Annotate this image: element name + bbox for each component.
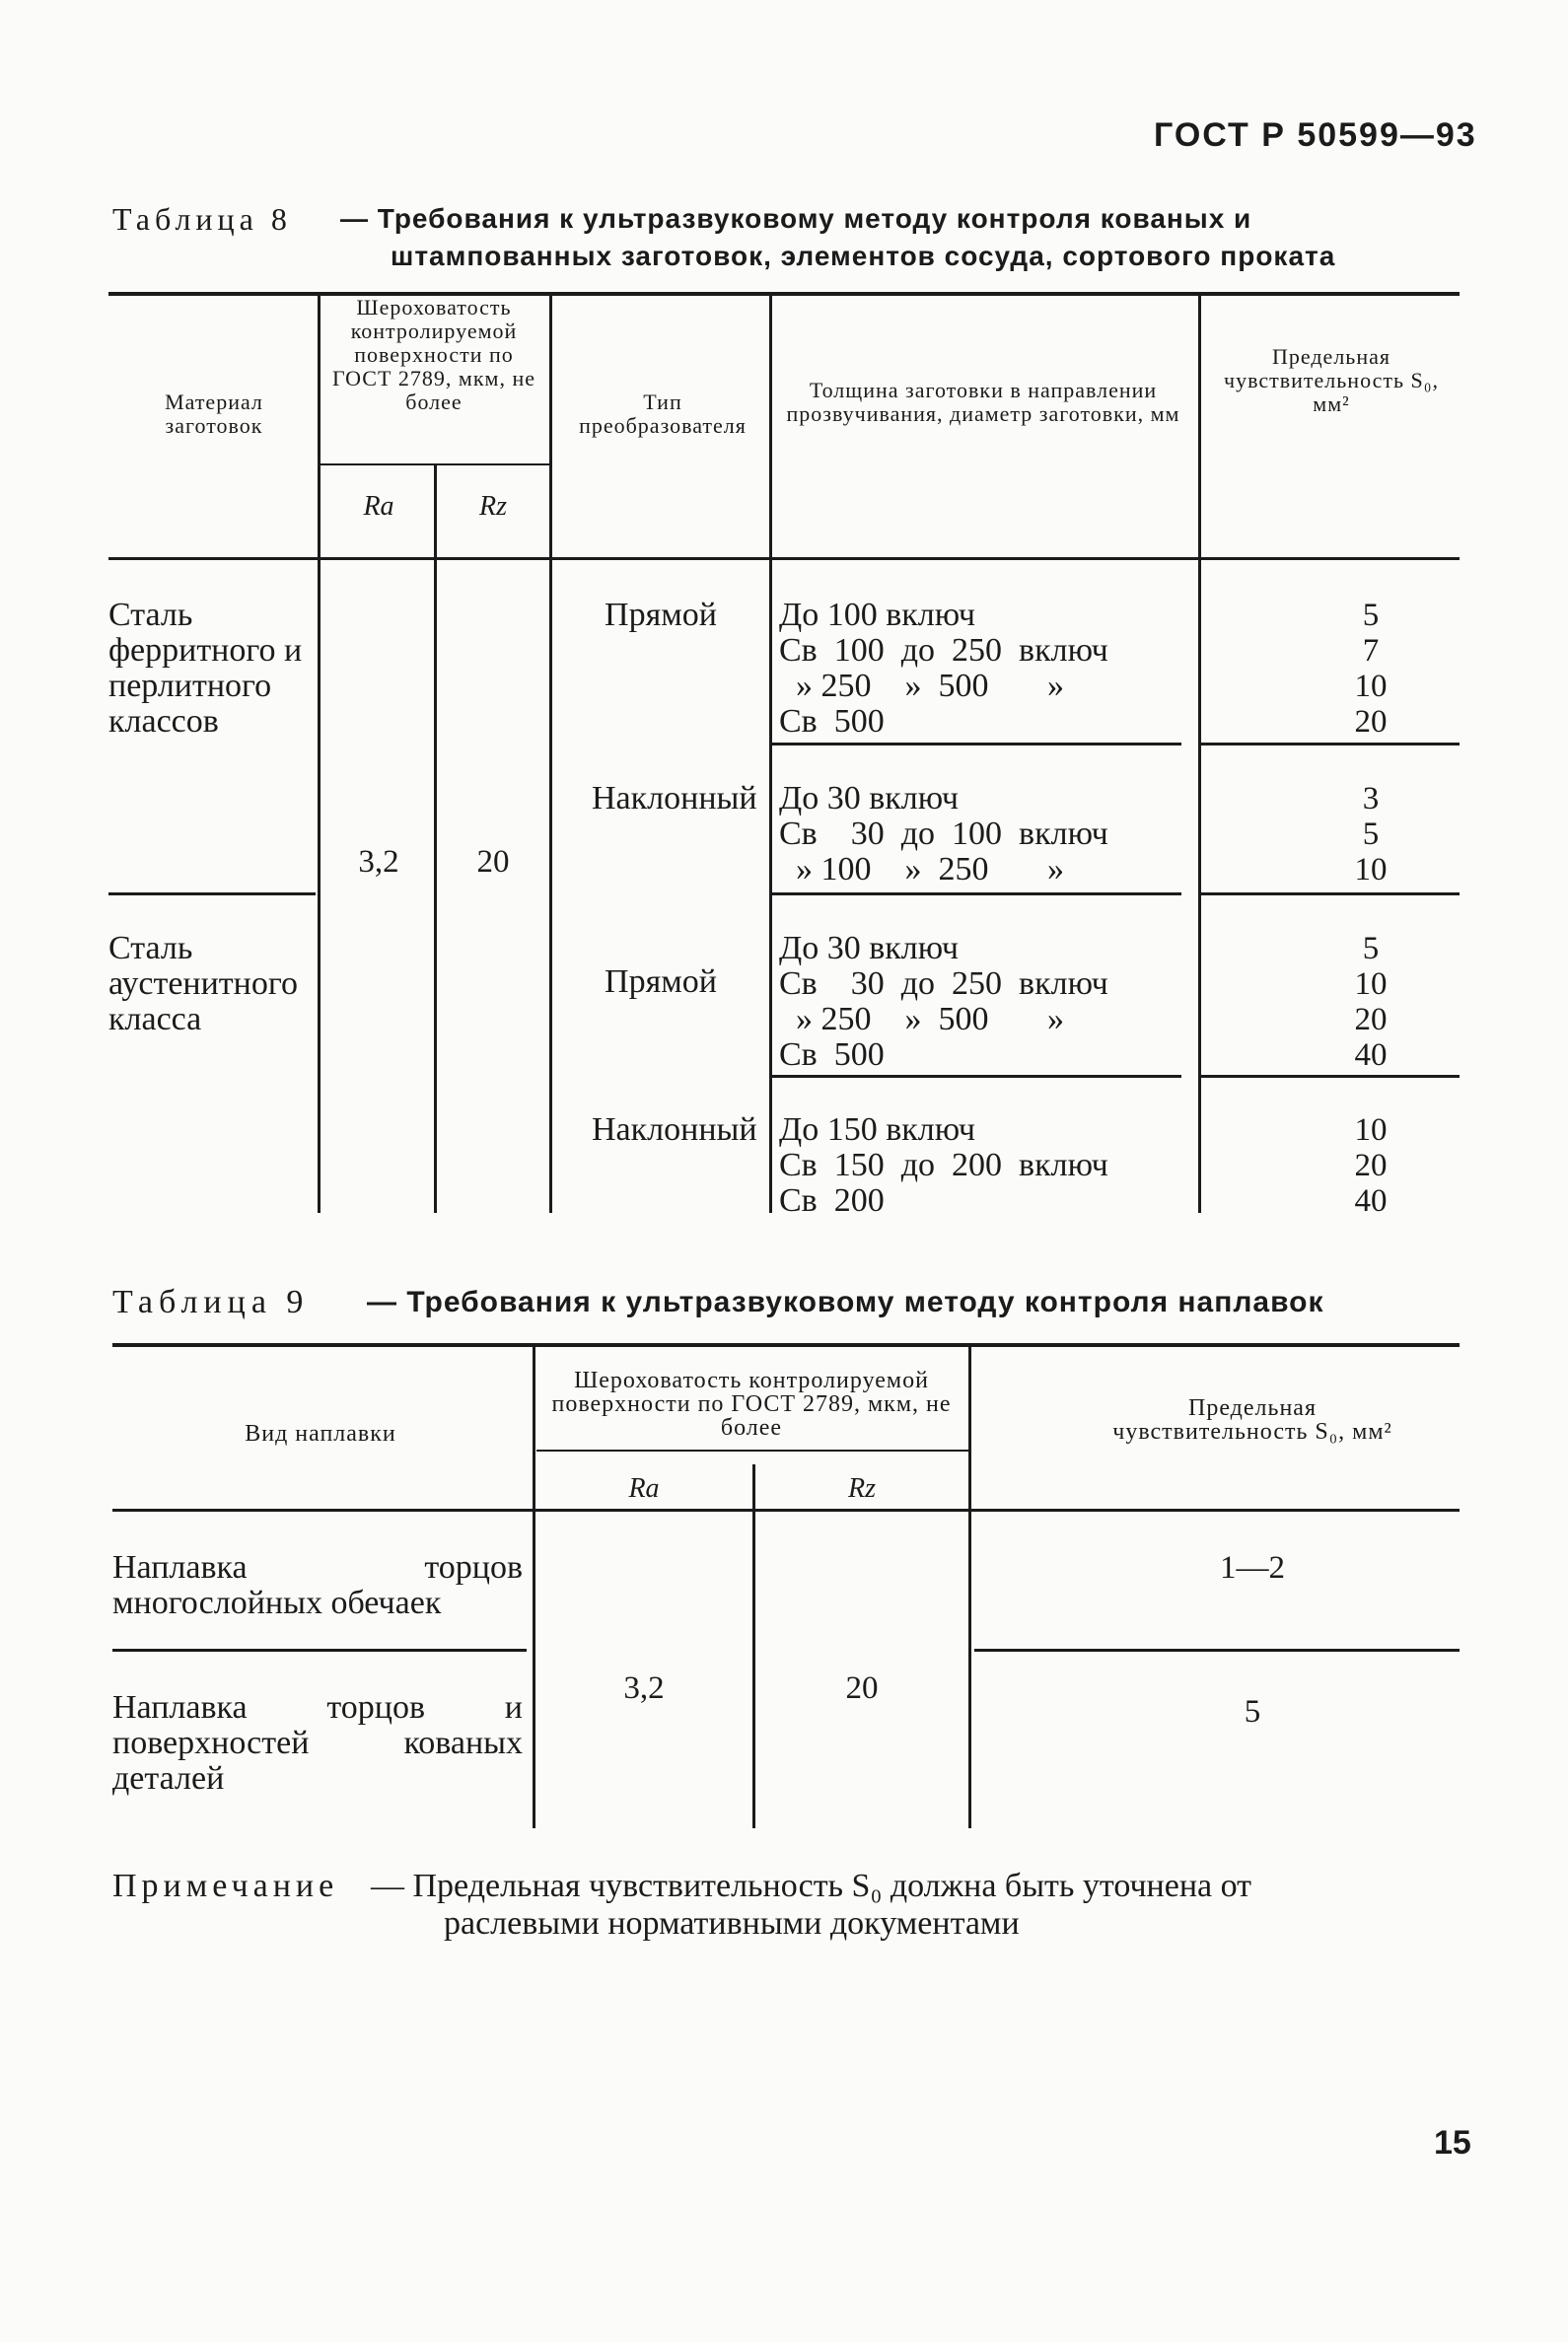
table8-thickness-row: Св 500	[779, 703, 885, 740]
table8-rz-value: 20	[476, 844, 510, 880]
table8-sensitivity-row: 10	[1354, 966, 1388, 1002]
table8-sensitivity-row: 20	[1354, 1148, 1388, 1183]
table8-group-rule	[1201, 892, 1460, 895]
table8-converter-cell: Прямой	[605, 963, 717, 1000]
table8-sensitivity-cell	[1282, 781, 1460, 887]
table8-col-divider	[434, 463, 437, 1213]
table8-header-material: Материал заготовок	[165, 390, 263, 438]
table8-thickness-row: Св 30 до 250 включ	[779, 965, 1108, 1002]
table8-thickness-cell	[779, 931, 1193, 1073]
table8-sensitivity-row: 40	[1354, 1183, 1388, 1219]
table8-converter-cell: Наклонный	[592, 780, 757, 816]
table8-thickness-row: До 100 включ	[779, 597, 975, 633]
table8-sensitivity-row: 20	[1354, 1002, 1388, 1037]
table9-col-divider	[752, 1464, 755, 1828]
table8-header-ra: Ra	[363, 491, 394, 522]
table9-header-ra: Ra	[628, 1473, 660, 1504]
table9-col-divider	[968, 1345, 971, 1828]
table8-caption-text: — Требования к ультразвуковому методу контроля кованых и	[340, 203, 1252, 234]
table8-sensitivity-cell	[1282, 931, 1460, 1073]
table8-header-roughness: Шероховатость контролируемой поверхности по ГОСТ 2789, мкм, не более	[331, 295, 535, 414]
table9-header-rz: Rz	[848, 1473, 876, 1504]
table9-col-divider	[533, 1345, 535, 1828]
table8-sensitivity-cell	[1282, 1112, 1460, 1219]
table8-thickness-cell	[779, 598, 1193, 740]
table8-material-rule	[108, 892, 316, 895]
table8-group-rule	[772, 892, 1181, 895]
page-number: 15	[1434, 2124, 1471, 2162]
table8-thickness-row: Св 200	[779, 1182, 885, 1219]
table8-thickness-cell	[779, 781, 1193, 887]
table8-header-thickness: Толщина заготовки в направлении прозвучивания, диаметр заготовки, мм	[786, 378, 1180, 426]
table8-thickness-row: До 30 включ	[779, 930, 959, 966]
note-label: Примечание	[112, 1868, 339, 1904]
table8-converter-cell: Наклонный	[592, 1111, 757, 1148]
table8-thickness-row: » 100 » 250 »	[779, 851, 1064, 887]
table8-group-rule	[772, 1075, 1181, 1078]
table8-thickness-row: Св 30 до 100 включ	[779, 816, 1108, 852]
table9-caption-label: Таблица 9	[112, 1284, 310, 1320]
table8-thickness-row: Св 150 до 200 включ	[779, 1147, 1108, 1183]
table9-type-cell: Наплавка торцов многослойных обечаек	[112, 1549, 523, 1621]
table8-sensitivity-row: 40	[1354, 1037, 1388, 1073]
table8-thickness-row: Св 100 до 250 включ	[779, 632, 1108, 669]
table8-group-rule	[1201, 743, 1460, 745]
table8-ra-value: 3,2	[358, 844, 399, 880]
table8-sensitivity-row: 5	[1362, 931, 1380, 966]
note-text-2: раслевыми нормативными документами	[444, 1905, 1020, 1942]
table8-thickness-row: » 250 » 500 »	[779, 1001, 1064, 1037]
table8-sensitivity-row: 10	[1354, 1112, 1388, 1148]
table9-subheader-rule	[536, 1450, 970, 1452]
table9-rz-value: 20	[845, 1670, 879, 1706]
table8-sensitivity-row: 5	[1362, 816, 1380, 852]
table9-sensitivity-cell: 5	[1244, 1694, 1261, 1730]
table9-top-rule	[112, 1343, 1460, 1347]
table9-header-rule	[112, 1509, 1460, 1512]
table8-material-cell: Сталь аустенитного класса	[108, 930, 298, 1037]
table8-header-sensitivity: Предельная чувствительность S₀, мм²	[1224, 344, 1439, 416]
table8-group-rule	[1201, 1075, 1460, 1078]
table8-header-converter: Тип преобразователя	[579, 390, 747, 438]
table8-col-divider	[318, 294, 321, 1213]
table8-top-rule	[108, 292, 1460, 296]
table8-thickness-row: Св 500	[779, 1036, 885, 1073]
table8-sensitivity-row: 20	[1354, 704, 1388, 740]
table9-header-type: Вид наплавки	[245, 1421, 396, 1447]
table9-caption-text: — Требования к ультразвуковому методу контроля наплавок	[367, 1286, 1324, 1318]
table9-row-rule	[112, 1649, 527, 1652]
table8-thickness-row: До 150 включ	[779, 1111, 975, 1148]
table9-header-sensitivity: Предельная чувствительность S₀, мм²	[1112, 1395, 1392, 1445]
table8-material-cell: Сталь ферритного и перлитного классов	[108, 597, 303, 740]
note-text: — Предельная чувствительность S₀ должна быть уточнена от	[371, 1868, 1252, 1904]
table8-sensitivity-row: 3	[1362, 781, 1380, 816]
table8-group-rule	[772, 743, 1181, 745]
table8-thickness-cell	[779, 1112, 1193, 1219]
table8-col-divider	[549, 294, 552, 1213]
table9-ra-value: 3,2	[623, 1670, 665, 1706]
table8-sensitivity-row: 10	[1354, 669, 1388, 704]
document-code: ГОСТ Р 50599—93	[1154, 116, 1477, 154]
table8-header-rule	[108, 557, 1460, 560]
table8-sensitivity-cell	[1282, 598, 1460, 740]
table8-sensitivity-row: 5	[1362, 598, 1380, 633]
table8-thickness-row: До 30 включ	[779, 780, 959, 816]
table8-caption-text-2: штампованных заготовок, элементов сосуда, сортового проката	[391, 241, 1336, 271]
table8-header-rz: Rz	[479, 491, 507, 522]
table9-type-cell: Наплавка торцов и поверхностей кованых деталей	[112, 1689, 523, 1797]
table9-row-rule	[974, 1649, 1460, 1652]
table8-sensitivity-row: 7	[1362, 633, 1380, 669]
table8-converter-cell: Прямой	[605, 597, 717, 633]
table8-sensitivity-row: 10	[1354, 852, 1388, 887]
table9-header-roughness: Шероховатость контролируемой поверхности по ГОСТ 2789, мкм, не более	[551, 1368, 952, 1441]
table8-caption-label: Таблица 8	[112, 201, 292, 237]
table9-sensitivity-cell: 1—2	[1220, 1550, 1285, 1586]
table8-thickness-row: » 250 » 500 »	[779, 668, 1064, 704]
